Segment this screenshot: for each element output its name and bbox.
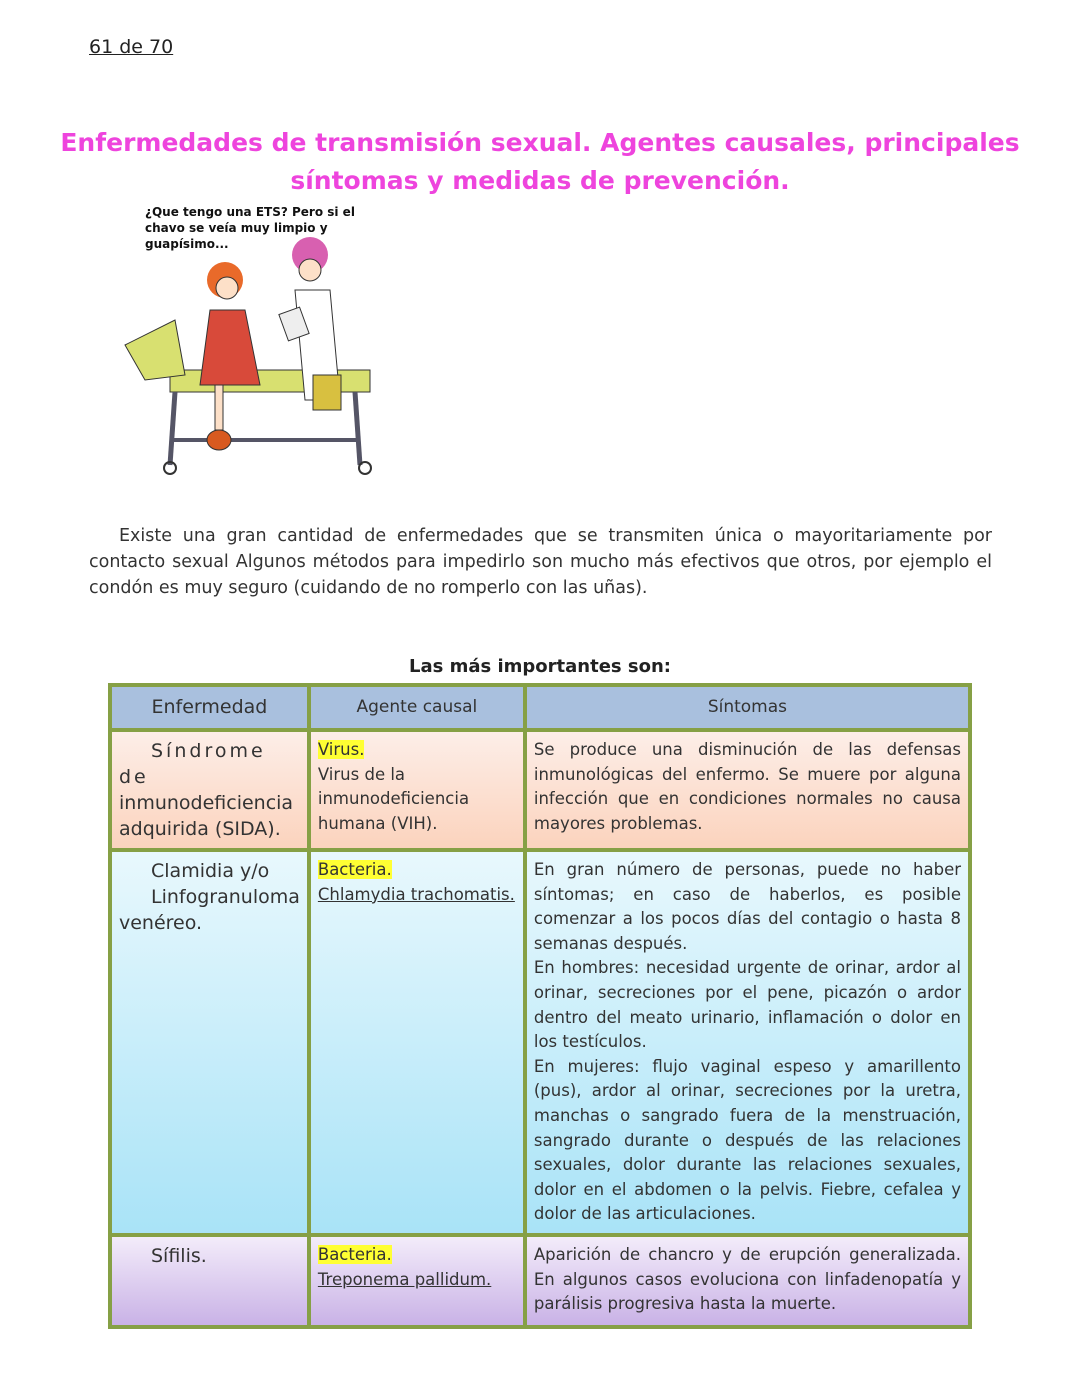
symptoms-cell: Se produce una disminución de las defensas inmunológicas del enfermo. Se muere por alguna infección que en condiciones normales no causa mayores problemas. bbox=[525, 730, 970, 850]
agent-cell bbox=[309, 850, 525, 1235]
header-symptoms: Síntomas bbox=[525, 685, 970, 730]
header-disease: Enfermedad bbox=[110, 685, 309, 730]
disease-name-cont: inmunodeficiencia adquirida (SIDA). bbox=[119, 792, 294, 840]
agent-name: Chlamydia trachomatis. bbox=[317, 884, 515, 904]
title-line-2: síntomas y medidas de prevención. bbox=[290, 166, 790, 195]
disease-cell bbox=[110, 730, 309, 850]
agent-name: Virus de la inmunodeficiencia humana (VIH). bbox=[317, 764, 470, 833]
symptoms-men: En hombres: necesidad urgente de orinar, ardor al orinar, secreciones por el pene, picazón o ardor dentro del meato urinario, inflamación o dolor en los testículos. bbox=[533, 958, 961, 1052]
symptoms-general: En gran número de personas, puede no haber síntomas; en caso de haberlos, es posible comenzar a los pocos días del contagio o hasta 8 semanas después. bbox=[533, 860, 961, 953]
table-header-row bbox=[110, 685, 970, 730]
table-heading: Las más importantes son: bbox=[409, 656, 671, 677]
std-table bbox=[108, 683, 972, 1329]
comic-illustration bbox=[115, 200, 395, 490]
disease-name-cont: venéreo. bbox=[119, 912, 203, 934]
disease-name: Síndrome de bbox=[119, 740, 266, 788]
table-row bbox=[110, 850, 970, 1235]
page-title bbox=[60, 124, 1020, 200]
agent-type: Bacteria. bbox=[317, 1244, 392, 1264]
disease-cell bbox=[110, 1235, 309, 1327]
header-agent: Agente causal bbox=[309, 685, 525, 730]
table-row bbox=[110, 730, 970, 850]
symptoms-cell bbox=[525, 850, 970, 1235]
title-line-1: Enfermedades de transmisión sexual. Agentes causales, principales bbox=[60, 128, 1020, 157]
comic-speech-caption: ¿Que tengo una ETS? Pero si el chavo se veía muy limpio y guapísimo... bbox=[145, 205, 355, 251]
symptoms-cell: Aparición de chancro y de erupción generalizada. En algunos casos evoluciona con linfadenopatía y parálisis progresiva hasta la muerte. bbox=[525, 1235, 970, 1327]
page-number: 61 de 70 bbox=[89, 36, 174, 58]
disease-name: Clamidia y/o bbox=[151, 860, 270, 882]
agent-cell bbox=[309, 1235, 525, 1327]
agent-name: Treponema pallidum. bbox=[317, 1269, 492, 1289]
agent-cell bbox=[309, 730, 525, 850]
symptoms-women: En mujeres: flujo vaginal espeso y amarillento (pus), ardor al orinar, secreciones por la uretra, manchas o sangrado fuera de la menstruación, sangrado durante o después de las relaciones sexuales, dolor durante las relaciones sexuales, dolor en el abdomen o la pelvis. Fiebre, cefalea y dolor de las articulaciones. bbox=[533, 1056, 961, 1224]
intro-paragraph: Existe una gran cantidad de enfermedades que se transmiten única o mayoritariamente por contacto sexual Algunos métodos para impedirlo son mucho más efectivos que otros, por ejemplo el condón es muy seguro (cuidando de no romperlo con las uñas). bbox=[89, 526, 992, 598]
agent-type: Virus. bbox=[317, 740, 365, 759]
agent-type: Bacteria. bbox=[317, 860, 392, 879]
disease-name-cont: Linfogranuloma bbox=[151, 886, 300, 908]
table-row bbox=[110, 1235, 970, 1327]
disease-cell bbox=[110, 850, 309, 1235]
disease-name: Sífilis. bbox=[151, 1244, 207, 1267]
